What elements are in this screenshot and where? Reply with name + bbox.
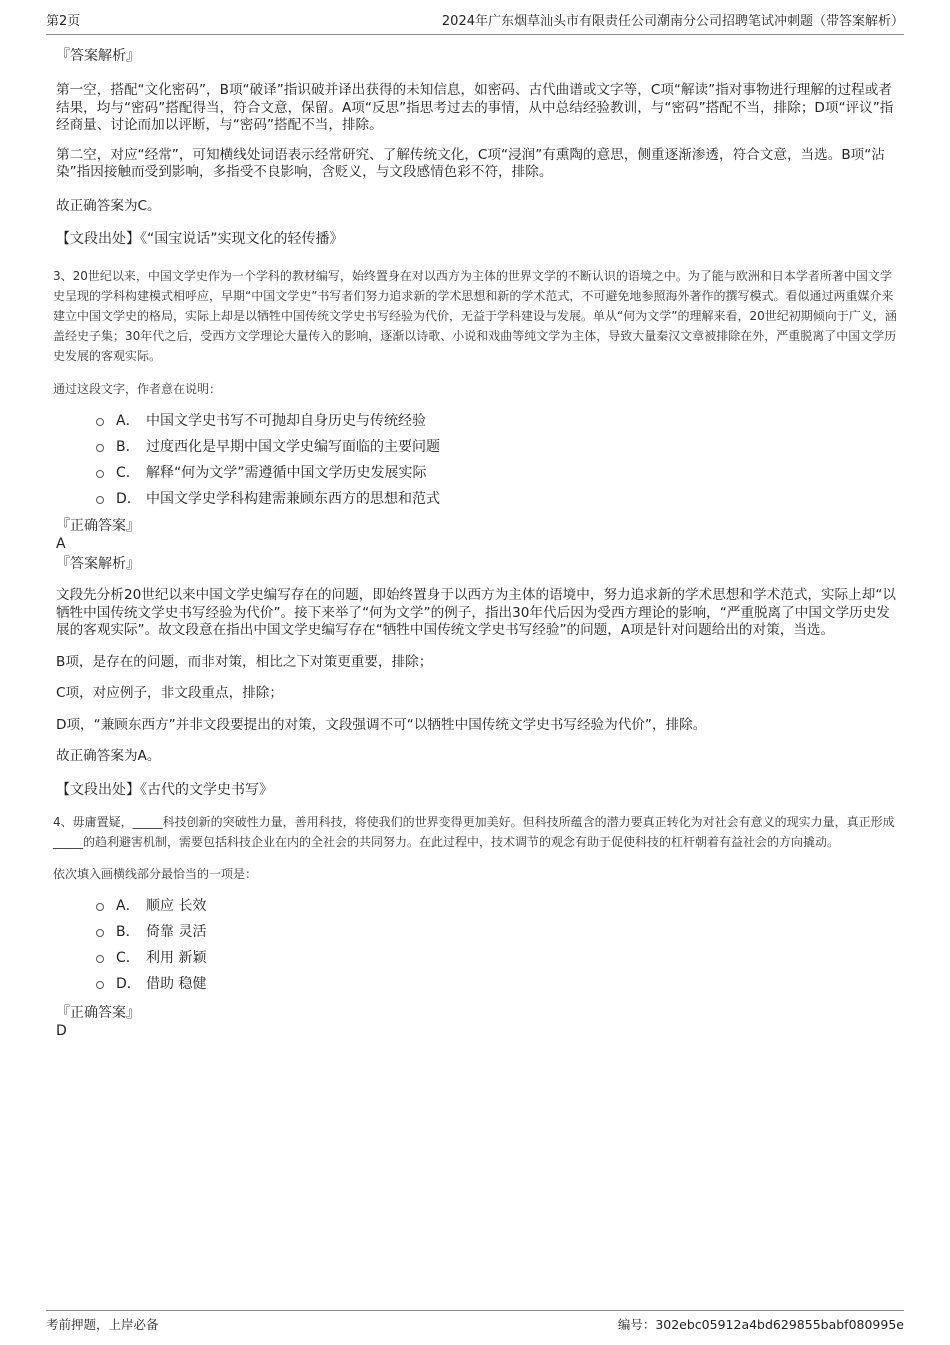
q4-option-c[interactable]: C． 利用 新颖	[96, 945, 902, 971]
document-title: 2024年广东烟草汕头市有限责任公司潮南分公司招聘笔试冲刺题（带答案解析）	[441, 14, 904, 29]
q4-lead: 依次填入画横线部分最恰当的一项是：	[53, 866, 258, 881]
q2-analysis-label: 『答案解析』	[56, 48, 140, 64]
footer-slogan: 考前押题，上岸必备	[46, 1317, 159, 1332]
q3-option-c[interactable]: C． 解释“何为文学”需遵循中国文学历史发展实际	[96, 460, 902, 486]
radio-icon[interactable]	[96, 418, 104, 426]
q3-text: 3、20世纪以来，中国文学史作为一个学科的教材编写，始终置身在对以西方为主体的世界文学的不断认识的语境之中。为了能与欧洲和日本学者所著中国文学史呈现的学科构建模式相呼应，早期“中国文学史”书写者们努力追求新的学术思想和新的学术范式，不可避免地参照海外著作的撰写模式。看似通过两重媒介来建立中国文学史的格局，实际上却是以牺牲中国传统文学史书写经验为代价，无益于学科建设与发展。单从“何为文学”的理解来看，20世纪初期倾向于广义，涵盖经史子集；30年代之后，受西方文学理论大量传入的影响，逐渐以诗歌、小说和戏曲等纯文学为主体，导致大量秦汉文章被排除在外，严重脱离了中国文学历史发展的客观实际。	[53, 269, 897, 363]
document-id: 编号：302ebc05912a4bd629855babf080995e	[617, 1317, 904, 1332]
radio-icon[interactable]	[96, 955, 104, 963]
page-footer	[46, 1310, 904, 1335]
q4-text: 4、毋庸置疑，_____科技创新的突破性力量，善用科技，将使我们的世界变得更加美好。但科技所蕴含的潜力要真正转化为对社会有意义的现实力量，真正形成_____的趋利避害机制，需要包括科技企业在内的全社会的共同努力。在此过程中，技术调节的观念有助于促使科技的杠杆朝着有益社会的方向撬动。	[53, 814, 895, 849]
q3-option-d[interactable]: D． 中国文学史学科构建需兼顾东西方的思想和范式	[96, 486, 902, 512]
q3-answer: A	[56, 536, 66, 552]
q3-source: 【文段出处】《古代的文学史书写》	[56, 781, 273, 798]
q3-analysis-paragraph: 文段先分析20世纪以来中国文学史编写存在的问题，即始终置身于以西方为主体的语境中，努力追求新的学术思想和学术范式，实际上却“以牺牲中国传统文学史书写经验为代价”。接下来举了“何为文学”的例子，指出30年代后因为受西方理论的影响，“严重脱离了中国文学历史发展的客观实际”。故文段意在指出中国文学史编写存在“牺牲中国传统文学史书写经验”的问题，A项是针对问题给出的对策，当选。	[56, 587, 896, 638]
q3-option-a[interactable]: A． 中国文学史书写不可抛却自身历史与传统经验	[96, 408, 902, 434]
page-header	[46, 12, 904, 35]
q4-option-b[interactable]: B． 倚靠 灵活	[96, 919, 902, 945]
q4-options	[56, 893, 902, 997]
q3-lead: 通过这段文字，作者意在说明：	[53, 382, 222, 396]
radio-icon[interactable]	[96, 929, 104, 937]
q2-analysis-paragraph: 第二空，对应“经常”，可知横线处词语表示经常研究、了解传统文化，C项“浸润”有熏陶的意思，侧重逐渐渗透，符合文意，当选。B项“沾染”指因接触而受到影响，多指受不良影响，含贬义，与文段感情色彩不符，排除。	[56, 146, 885, 180]
document-body	[53, 44, 902, 1039]
q3-analysis-paragraph: B项，是存在的问题，而非对策，相比之下对策更重要，排除；	[56, 653, 433, 670]
radio-icon[interactable]	[96, 903, 104, 911]
q2-conclusion: 故正确答案为C。	[56, 197, 161, 214]
q4-answer: D	[56, 1022, 67, 1039]
radio-icon[interactable]	[96, 981, 104, 989]
q3-answer-label: 『正确答案』	[56, 518, 140, 534]
radio-icon[interactable]	[96, 444, 104, 452]
q4-option-d[interactable]: D． 借助 稳健	[96, 971, 902, 997]
q4-answer-label: 『正确答案』	[56, 1004, 140, 1021]
page-number: 第2页	[46, 14, 81, 29]
radio-icon[interactable]	[96, 470, 104, 478]
q2-source: 【文段出处】《“国宝说话”实现文化的轻传播》	[56, 231, 344, 247]
q3-analysis-label: 『答案解析』	[56, 556, 140, 572]
q3-option-b[interactable]: B． 过度西化是早期中国文学史编写面临的主要问题	[96, 434, 902, 460]
q3-conclusion: 故正确答案为A。	[56, 748, 161, 764]
q3-analysis-paragraph: C项，对应例子，非文段重点，排除；	[56, 685, 283, 701]
q3-options	[56, 408, 902, 512]
radio-icon[interactable]	[96, 496, 104, 504]
q3-analysis-paragraph: D项，“兼顾东西方”并非文段要提出的对策，文段强调不可“以牺牲中国传统文学史书写经验为代价”，排除。	[56, 716, 707, 733]
q4-option-a[interactable]: A． 顺应 长效	[96, 893, 902, 919]
q2-analysis-paragraph: 第一空，搭配“文化密码”，B项“破译”指识破并译出获得的未知信息，如密码、古代曲谱或文字等，C项“解读”指对事物进行理解的过程或者结果，均与“密码”搭配得当，符合文意，保留。A项“反思”指思考过去的事情，从中总结经验教训，与“密码”搭配不当，排除；D项“评议”指经商量、讨论而加以评断，与“密码”搭配不当，排除。	[56, 82, 894, 133]
